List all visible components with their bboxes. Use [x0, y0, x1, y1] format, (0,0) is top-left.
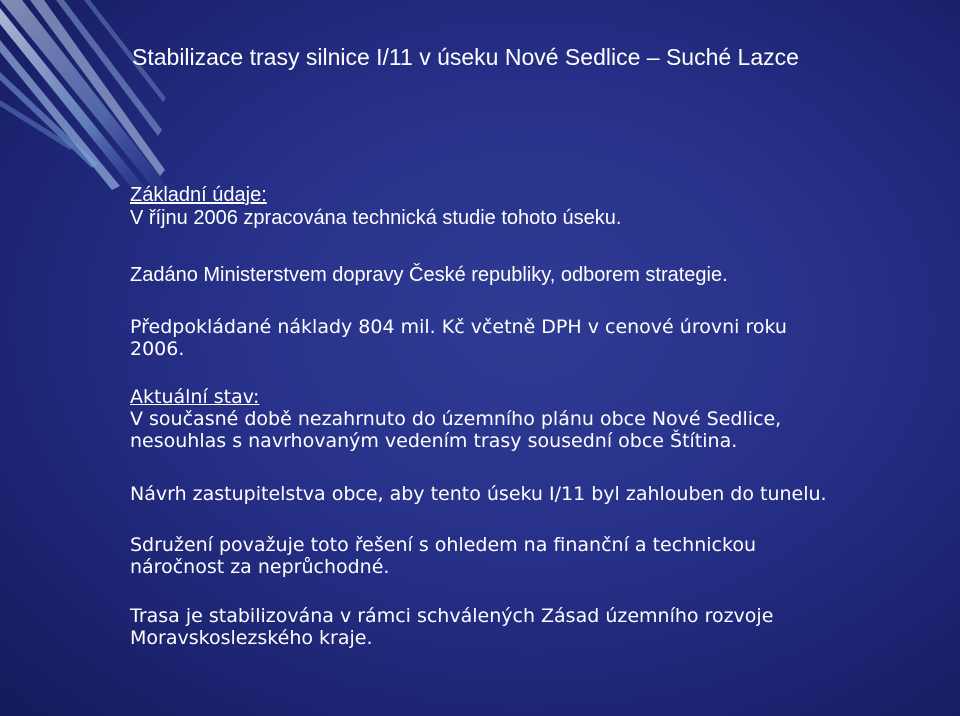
commissioned-line: Zadáno Ministerstvem dopravy České republiky, odborem strategie.: [130, 264, 728, 286]
costs-line-2: 2006.: [130, 338, 185, 360]
association-line-1: Sdružení považuje toto řešení s ohledem na finanční a technickou: [130, 534, 756, 556]
route-line-2: Moravskoslezského kraje.: [130, 627, 373, 649]
proposal-line: Návrh zastupitelstva obce, aby tento úseku I/11 byl zahlouben do tunelu.: [130, 483, 827, 505]
status-line-1: V současné době nezahrnuto do územního plánu obce Nové Sedlice,: [130, 408, 782, 430]
route-line-1: Trasa je stabilizována v rámci schválených Zásad územního rozvoje: [130, 605, 774, 627]
basic-info-heading: Základní údaje:: [130, 184, 267, 206]
slide-title: Stabilizace trasy silnice I/11 v úseku Nové Sedlice – Suché Lazce: [132, 44, 799, 70]
route-paragraph: [130, 605, 920, 649]
association-paragraph: [130, 534, 920, 578]
basic-info-section: [130, 184, 920, 230]
commissioned-paragraph: [130, 264, 920, 287]
status-section: [130, 386, 920, 452]
basic-info-study-line: V říjnu 2006 zpracována technická studie tohoto úseku.: [130, 207, 622, 229]
status-heading: Aktuální stav:: [130, 386, 260, 408]
proposal-paragraph: [130, 483, 920, 505]
association-line-2: náročnost za neprůchodné.: [130, 556, 390, 578]
costs-line-1: Předpokládané náklady 804 mil. Kč včetně DPH v cenové úrovni roku: [130, 316, 787, 338]
status-line-2: nesouhlas s navrhovaným vedením trasy sousední obce Štítina.: [130, 430, 738, 452]
costs-paragraph: [130, 316, 920, 360]
light-rays-decoration: [0, 0, 170, 200]
